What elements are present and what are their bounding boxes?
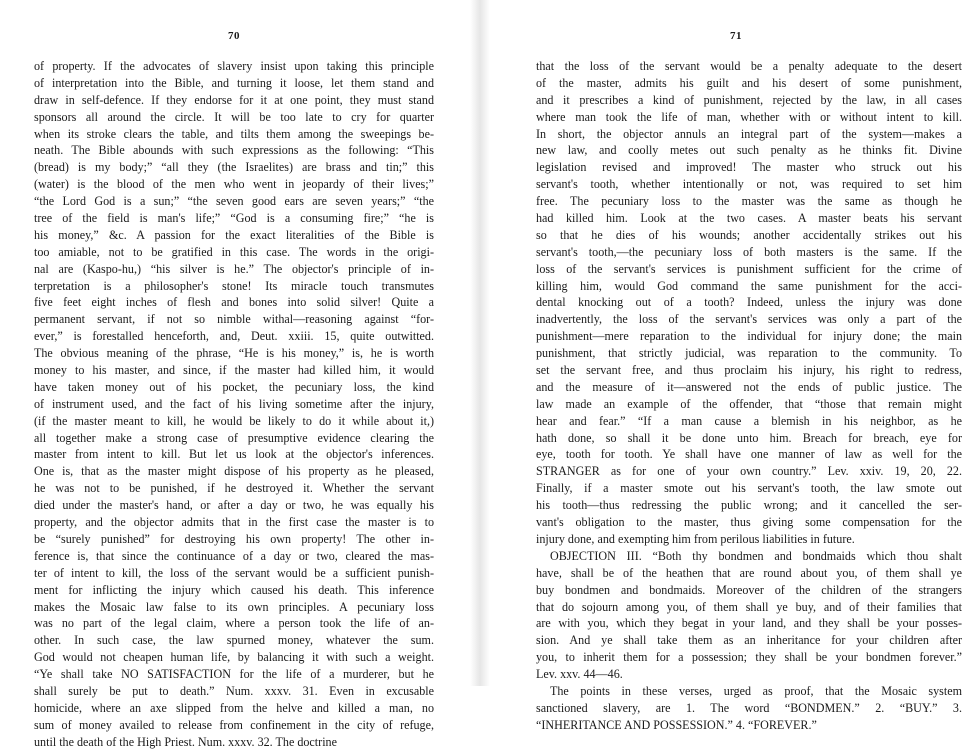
text-line: and the measure of it—answered not the ends of public justice. The (536, 379, 962, 394)
text-line: property, and the objector admits that in the first case the master is to (34, 515, 434, 530)
text-line: that do sojourn among you, of them shall ye buy, and of their families that (536, 599, 962, 614)
text-line: “Ye shall take NO SATISFACTION for the life of a murderer, but he (34, 667, 434, 682)
text-line: other. In such case, the law spurned money, whatever the sum. (34, 633, 434, 648)
text-line: you, to inherit them for a possession; they shall be your bondmen forever.” (536, 650, 962, 665)
text-line: money to his master, and since, if the master had killed him, it would (34, 363, 434, 378)
text-line: sponsors all around the circle. It will be too late to cry for quarter (34, 109, 434, 124)
text-line: eye, tooth for tooth. Ye shall have one manner of law as well for the (536, 447, 962, 462)
text-line: loss of the servant's services is punishment sufficient for the crime of (536, 261, 962, 276)
text-line: so that he dies of his wounds; another accidentally strikes out his (536, 227, 962, 242)
text-line: buy bondmen and bondmaids. Moreover of the children of the strangers (536, 582, 962, 597)
text-line: permanent servant, if not so nimble withal—reasoning against “for- (34, 312, 434, 327)
text-line: (water) is the blood of the men who went in jeopardy of their lives;” (34, 177, 434, 192)
text-line: where man took the life of man, whether with or without intent to kill. (536, 109, 962, 124)
text-line: of instrument used, and the fact of his living sometime after the injury, (34, 396, 434, 411)
text-line: makes the Mosaic law false to its own principles. A pecuniary loss (34, 599, 434, 614)
book-gutter (470, 0, 490, 686)
text-line: hear and fear.” “If a man cause a blemish in his neighbor, as he (536, 413, 962, 428)
text-line: ference is, that since the continuance of a day or two, cleared the mas- (34, 548, 434, 563)
right-page (490, 0, 980, 732)
text-line: punishment, that strictly judicial, was reparation to the community. To (536, 346, 962, 361)
text-line: tree of the field is man's life;” “God is a consuming fire;” “he is (34, 211, 434, 226)
text-line: hath done, so shall it be done unto him. Breach for breach, eye for (536, 430, 962, 445)
text-line: The obvious meaning of the phrase, “He is his money,” is, he is worth (34, 346, 434, 361)
page-number: 70 (228, 30, 240, 42)
text-line: his money,” &c. A passion for the exact literalities of the Bible is (34, 227, 434, 242)
text-line: shall surely be put to death.” Num. xxxv. 31. Even in excusable (34, 683, 434, 698)
text-line: The points in these verses, urged as proof, that the Mosaic system (550, 683, 962, 698)
text-line: ever,” is forestalled henceforth, and, Deut. xxiii. 15, quite outwitted. (34, 329, 434, 344)
text-line: sum of money availed to release from confinement in the city of refuge, (34, 717, 434, 732)
text-line: are with you, which they begat in your land, and they shall be your posses- (536, 616, 962, 631)
text-line: OBJECTION III. “Both thy bondmen and bondmaids which thou shalt (550, 548, 962, 563)
text-line: free. The pecuniary loss to the master was the same as though he (536, 194, 962, 209)
text-line: vant's obligation to the master, thus giving some compensation for the (536, 515, 962, 530)
text-line: was no part of the legal claim, where a person took the life of an- (34, 616, 434, 631)
text-body (536, 58, 962, 734)
text-line: master from intent to kill. But let us look at the objector's inferences. (34, 447, 434, 462)
text-line: God would not cheapen human life, by balancing it with such a weight. (34, 650, 434, 665)
text-line: legislation revised and improved! The master who struck out his (536, 160, 962, 175)
left-page (0, 0, 470, 749)
text-line: One is, that as the master might dispose of his property as he pleased, (34, 464, 434, 479)
text-line: that the loss of the servant would be a penalty adequate to the desert (536, 59, 962, 73)
text-line: be “surely punished” for destroying his own property! The other in- (34, 531, 434, 546)
text-line: his tooth—thus redressing the public wrong; and it cancelled the ser- (536, 498, 962, 513)
text-line: STRANGER as for one of your own country.” Lev. xxiv. 19, 20, 22. (536, 464, 962, 479)
text-line: died under the master's hand, or after a day or two, he was equally his (34, 498, 434, 513)
text-line: sanctioned slavery, are 1. The word “BONDMEN.” 2. “BUY.” 3. (536, 700, 962, 715)
text-line: servant's tooth,—the pecuniary loss of both masters is the same. If the (536, 244, 962, 259)
text-line: and it prescribes a kind of punishment, rejected by the law, in all cases (536, 92, 962, 107)
text-line: nal are (Kaspo-hu,) “his silver is he.” The objector's principle of in- (34, 261, 434, 276)
text-line: ter of intent to kill, the loss of the servant would be a sufficient punish- (34, 565, 434, 580)
text-line: In short, the objector annuls an integral part of the system—makes a (536, 126, 962, 141)
text-line: injury done, and exempting him from perilous liabilities in future. (536, 531, 855, 546)
text-line: of the master, admits his guilt and his desert of some punishment, (536, 75, 962, 90)
text-line: Lev. xxv. 44—46. (536, 667, 623, 682)
text-line: have, shall be of the heathen that are round about you, of them shall ye (536, 565, 962, 580)
text-line: when its stroke clears the table, and tilts them among the sweepings be- (34, 126, 434, 141)
text-line: punishment—mere reparation to the individual for injury done; the main (536, 329, 962, 344)
text-line: dental knocking out of a tooth? Indeed, unless the injury was done (536, 295, 962, 310)
text-line: he was not to be punished, if he destroyed it. Whether the servant (34, 481, 434, 496)
text-line: killing him, would God command the same punishment for the acci- (536, 278, 962, 293)
text-line: sion. And ye shall take them as an inheritance for your children after (536, 633, 962, 648)
text-line: law made an example of the offender, that “those that remain might (536, 396, 962, 411)
text-line: draw in self-defence. If they endorse for it at one point, they must stand (34, 92, 434, 107)
text-line: homicide, where an axe slipped from the helve and killed a man, no (34, 700, 434, 715)
text-line: until the death of the High Priest. Num. xxxv. 32. The doctrine (34, 734, 337, 749)
text-line: Finally, if a master smote out his servant's tooth, the law smote out (536, 481, 962, 496)
text-line: of property. If the advocates of slavery insist upon taking this principle (34, 59, 434, 73)
text-line: “INHERITANCE AND POSSESSION.” 4. “FOREVER.” (536, 717, 817, 732)
text-line: servant's tooth, whether intentionally or not, was required to set him (536, 177, 962, 192)
text-line: too amiable, not to be gratified in this case. The words in the origi- (34, 244, 434, 259)
text-line: terpretation is a philosopher's stone! Its miracle touch transmutes (34, 278, 434, 293)
text-line: inadvertently, the loss of the servant's services was only a part of the (536, 312, 962, 327)
text-line: (if the master meant to kill, he would be likely to do it while about it,) (34, 413, 434, 428)
text-line: (bread) is my body;” “all they (the Israelites) are brass and tin;” this (34, 160, 434, 175)
text-line: set the servant free, and thus proclaim his injury, his right to redress, (536, 363, 962, 378)
text-line: new law, and coolly metes out such penalty as he thinks fit. Divine (536, 143, 962, 158)
text-line: five feet eight inches of flesh and bones into solid silver! Quite a (34, 295, 434, 310)
text-line: have taken money out of his pocket, the pecuniary loss, the kind (34, 379, 434, 394)
text-body (34, 58, 434, 751)
text-line: “the Lord God is a sun;” “the seven good ears are seven years;” “the (34, 194, 434, 209)
text-line: ment for inflicting the injury which caused his death. This inference (34, 582, 434, 597)
text-line: of interpretation into the Bible, and turning it loose, let them stand and (34, 75, 434, 90)
text-line: all together make a strong case of presumptive evidence clearing the (34, 430, 434, 445)
page-number: 71 (730, 30, 742, 42)
text-line: neath. The Bible abounds with such expressions as the following: “This (34, 143, 434, 158)
text-line: had killed him. Look at the two cases. A master beats his servant (536, 211, 962, 226)
